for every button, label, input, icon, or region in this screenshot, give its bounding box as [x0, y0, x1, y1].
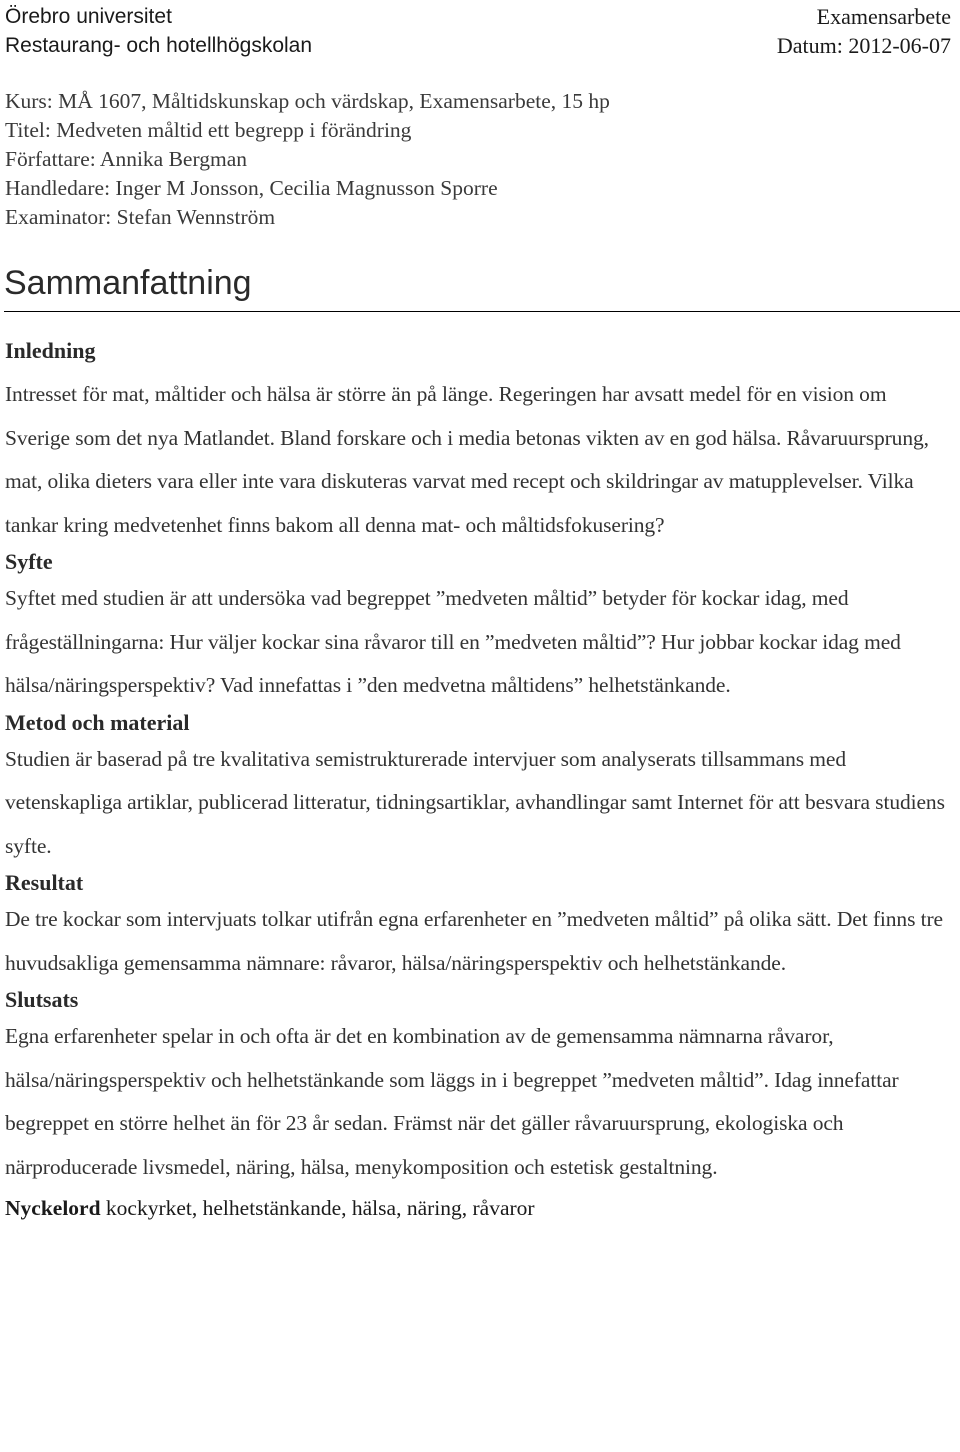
summary-content [5, 336, 954, 1225]
author-line: Författare: Annika Bergman [5, 147, 248, 171]
section-metod [5, 708, 954, 869]
keywords-line [5, 1191, 954, 1225]
title-line: Titel: Medveten måltid ett begrepp i förändring [5, 118, 412, 142]
section-body: Egna erfarenheter spelar in och ofta är det en kombination av de gemensamma nämnarna råvaror, hälsa/näringsperspektiv och helhetstänkande som läggs in i begreppet ”medveten måltid”. Idag innefattar begreppet en större helhet än för 23 år sedan. Främst när det gäller råvaruursprung, ekologiska och närproducerade livsmedel, näring, hälsa, menykomposition och estetisk gestaltning. [5, 1024, 899, 1179]
section-heading: Slutsats [5, 987, 79, 1012]
section-slutsats [5, 985, 954, 1189]
section-heading: Inledning [5, 338, 96, 363]
course-line: Kurs: MÅ 1607, Måltidskunskap och värdskap, Examensarbete, 15 hp [5, 89, 610, 113]
document-type: Examensarbete [816, 4, 951, 29]
section-body: Studien är baserad på tre kvalitativa semistrukturerade intervjuer som analyserats tillsammans med vetenskapliga artiklar, publicerad litteratur, tidningsartiklar, avhandlingar samt Internet för att besvara studiens syfte. [5, 746, 945, 858]
keywords-label: Nyckelord [5, 1196, 101, 1220]
section-inledning [5, 336, 954, 547]
section-body: Syftet med studien är att undersöka vad begreppet ”medveten måltid” betyder för kockar idag, med frågeställningarna: Hur väljer kockar sina råvaror till en ”medveten måltid”? Hur jobbar kockar idag med hälsa/näringsperspektiv? Vad innefattas i ”den medvetna måltidens” helhetstänkande. [5, 586, 901, 697]
header-row-1 [5, 2, 951, 31]
page-header [5, 2, 951, 60]
document-date: Datum: 2012-06-07 [776, 33, 951, 58]
keywords-values: kockyrket, helhetstänkande, hälsa, näring, råvaror [100, 1196, 535, 1220]
summary-heading: Sammanfattning [4, 263, 960, 312]
examiner-line: Examinator: Stefan Wennström [5, 205, 276, 229]
section-body: Intresset för mat, måltider och hälsa är större än på länge. Regeringen har avsatt medel för en vision om Sverige som det nya Matlandet. Bland forskare och i media betonas vikten av en god hälsa. Råvaruursprung, mat, olika dieters vara eller inte vara diskuteras varvat med recept och skildringar av matupplevelser. Vilka tankar kring medvetenhet finns bakom all denna mat- och måltidsfokusering? [5, 382, 929, 537]
section-body: De tre kockar som intervjuats tolkar utifrån egna erfarenheter en ”medveten måltid” på olika sätt. Det finns tre huvudsakliga gemensamma nämnare: råvaror, hälsa/näringsperspektiv och helhetstänkande. [5, 907, 944, 975]
section-resultat [5, 868, 954, 985]
supervisors-line: Handledare: Inger M Jonsson, Cecilia Magnusson Sporre [5, 176, 498, 200]
thesis-metadata [5, 87, 610, 232]
section-heading: Syfte [5, 549, 53, 574]
section-syfte [5, 547, 954, 708]
school-name: Restaurang- och hotellhögskolan [5, 34, 313, 57]
section-heading: Resultat [5, 870, 84, 895]
section-heading: Metod och material [5, 709, 190, 735]
header-row-2 [5, 31, 951, 60]
university-name: Örebro universitet [5, 5, 172, 28]
